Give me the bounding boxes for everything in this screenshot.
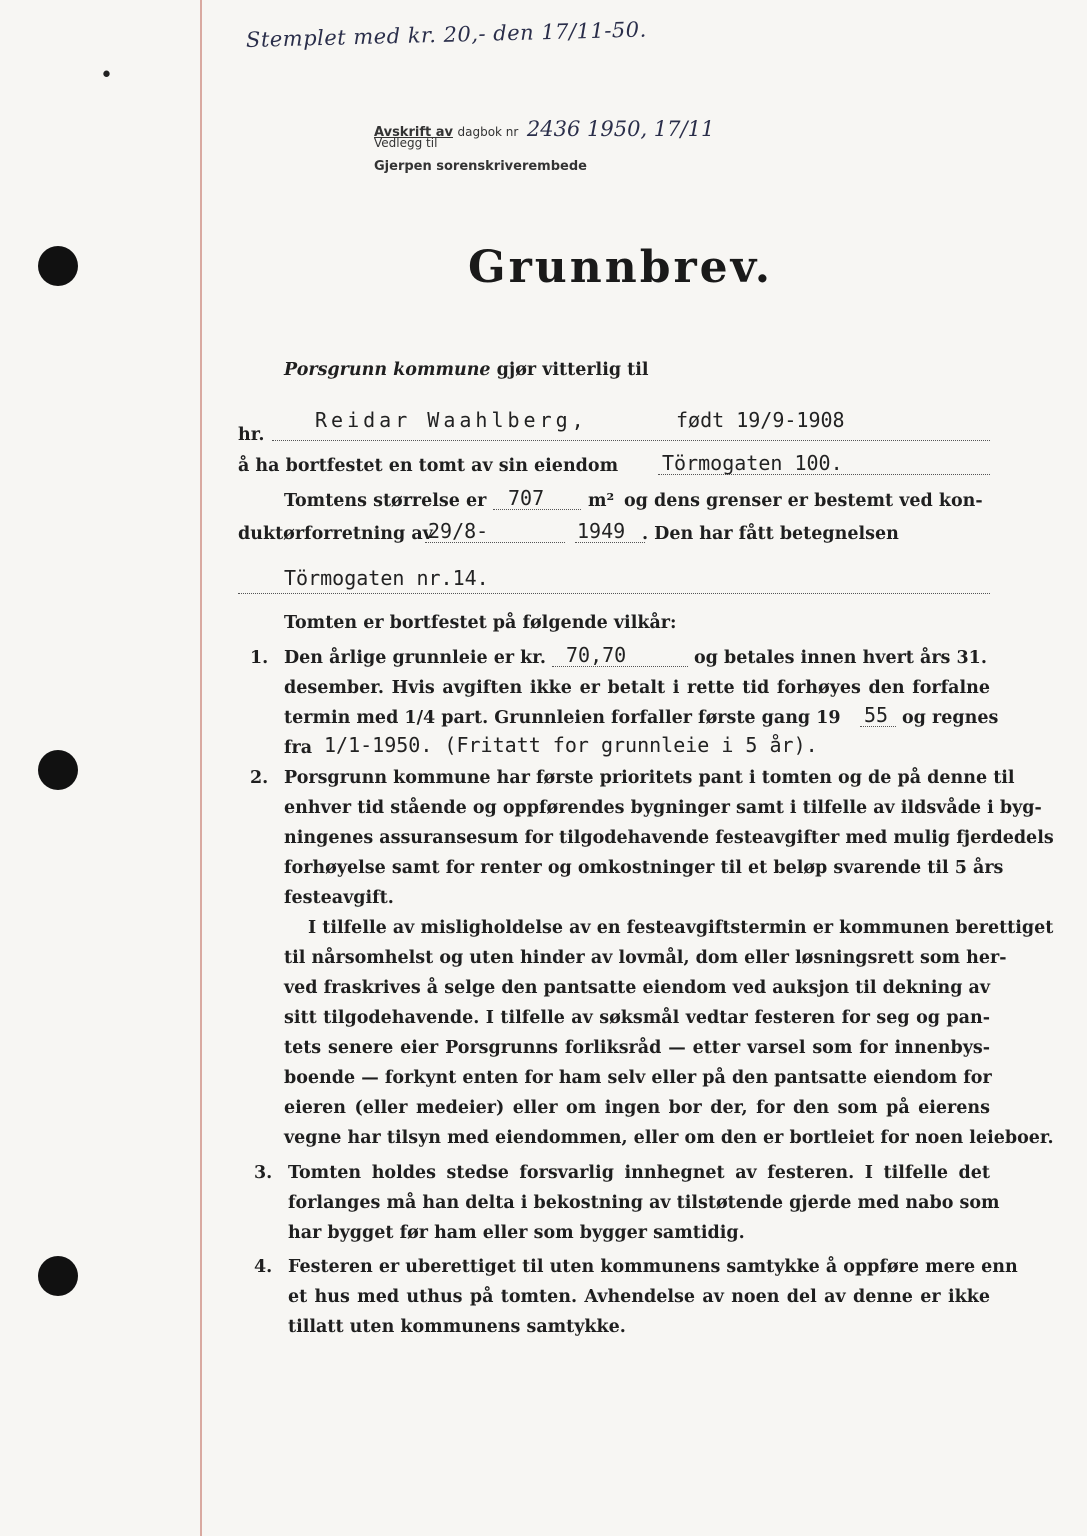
margin-rule: [200, 0, 202, 1536]
conditions-intro: Tomten er bortfestet på følgende vilkår:: [284, 613, 677, 633]
area-unit: m²: [588, 491, 615, 511]
registry-stamp: [374, 117, 715, 176]
survey-year: 1949: [577, 519, 626, 543]
clause-3-line-2: forlanges må han delta i bekostning av tilstøtende gjerde med nabo som: [288, 1193, 1000, 1213]
property-designation: Törmogaten nr.14.: [284, 566, 489, 590]
clause-1-line-1b: og betales innen hvert års 31.: [694, 648, 987, 668]
clause-2-line-4: forhøyelse samt for renter og omkostninger til et beløp svarende til 5 års: [284, 858, 1004, 878]
paragraph-line-8: vegne har tilsyn med eiendommen, eller om den er bortleiet for noen leieboer.: [284, 1128, 1054, 1148]
recipient-prefix: hr.: [238, 425, 265, 445]
intro-phrase: gjør vitterlig til: [496, 360, 649, 380]
stamp-line-1-suffix: dagbok nr: [457, 125, 519, 139]
clause-2-number: 2.: [250, 768, 269, 788]
recipient-name: Reidar Waahlberg,: [315, 408, 588, 432]
paragraph-line-1: I tilfelle av misligholdelse av en festeavgiftstermin er kommunen berettiget: [308, 918, 1054, 938]
clause-2-line-2: enhver tid stående og oppførendes bygninger samt i tilfelle av ildsvåde i byg-: [284, 798, 1042, 818]
clause-2-line-1: Porsgrunn kommune har første prioritets pant i tomten og de på denne til: [284, 768, 1015, 788]
punch-hole-middle: [38, 750, 78, 790]
paragraph-line-5: tets senere eier Porsgrunns forliksråd — etter varsel som for innenbys-: [284, 1038, 990, 1058]
clause-1-line-4a: fra: [284, 738, 313, 758]
clause-1-line-3b: og regnes: [902, 708, 999, 728]
clause-3-number: 3.: [254, 1163, 273, 1183]
paragraph-line-4: sitt tilgodehavende. I tilfelle av søksmål vedtar festeren for seg og pan-: [284, 1008, 990, 1028]
recipient-birth: født 19/9-1908: [676, 408, 845, 432]
ink-mark: •: [100, 63, 113, 88]
clause-4-line-1: Festeren er uberettiget til uten kommunens samtykke å oppføre mere enn: [288, 1257, 1018, 1277]
survey-text-a: duktørforretning av: [238, 524, 433, 544]
clause-3-line-1: Tomten holdes stedse forsvarlig innhegnet av festeren. I tilfelle det: [288, 1163, 990, 1183]
recipient-underline: [272, 440, 990, 441]
area-value: 707: [508, 486, 545, 510]
paragraph-line-6: boende — forkynt enten for ham selv eller på den pantsatte eiendom for: [284, 1068, 992, 1088]
survey-date: 29/8-: [428, 519, 489, 543]
clause-2-line-5: festeavgift.: [284, 888, 394, 908]
clause-1-number: 1.: [250, 648, 269, 668]
punch-hole-top: [38, 246, 78, 286]
clause-1-line-2: desember. Hvis avgiften ikke er betalt i rette tid forhøyes den forfalne: [284, 678, 990, 698]
size-text-b: og dens grenser er bestemt ved kon-: [624, 491, 983, 511]
stamp-line-2: Vedlegg til: [374, 136, 438, 150]
clause-1-line-1a: Den årlige grunnleie er kr.: [284, 648, 547, 668]
municipality-name: Porsgrunn kommune: [284, 360, 491, 380]
stamp-line-1: Avskrift av: [374, 125, 453, 140]
size-text-a: Tomtens størrelse er: [284, 491, 487, 511]
document-title: Grunnbrev.: [468, 242, 774, 293]
survey-text-b: . Den har fått betegnelsen: [642, 524, 899, 544]
clause-4-line-2: et hus med uthus på tomten. Avhendelse av noen del av denne er ikke: [288, 1287, 990, 1307]
punch-hole-bottom: [38, 1256, 78, 1296]
paragraph-line-2: til nårsomhelst og uten hinder av lovmål, dom eller løsningsrett som her-: [284, 948, 1007, 968]
clause-2-line-3: ningenes assuransesum for tilgodehavende festeavgifter med mulig fjerdedels: [284, 828, 1054, 848]
clause-4-line-3: tillatt uten kommunens samtykke.: [288, 1317, 626, 1337]
property-text: å ha bortfestet en tomt av sin eiendom: [238, 456, 619, 476]
paragraph-line-7: eieren (eller medeier) eller om ingen bor der, for den som på eierens: [284, 1098, 990, 1118]
clause-1-line-3a: termin med 1/4 part. Grunnleien forfaller første gang 19: [284, 708, 841, 728]
stamp-line-3: Gjerpen sorenskriverembede: [374, 159, 587, 174]
property-address: Törmogaten 100.: [662, 451, 843, 475]
handwritten-note: Stemplet med kr. 20,- den 17/11-50.: [245, 17, 648, 52]
intro-line: [284, 360, 649, 380]
paragraph-line-3: ved fraskrives å selge den pantsatte eiendom ved auksjon til dekning av: [284, 978, 991, 998]
designation-underline: [238, 593, 990, 594]
stamp-journal-number: 2436 1950, 17/11: [526, 117, 715, 141]
rent-amount: 70,70: [566, 643, 627, 667]
clause-4-number: 4.: [254, 1257, 273, 1277]
clause-3-line-3: har bygget før ham eller som bygger samtidig.: [288, 1223, 745, 1243]
rent-start-note: 1/1-1950. (Fritatt for grunnleie i 5 år).: [324, 733, 818, 757]
first-payment-year: 55: [864, 703, 889, 727]
